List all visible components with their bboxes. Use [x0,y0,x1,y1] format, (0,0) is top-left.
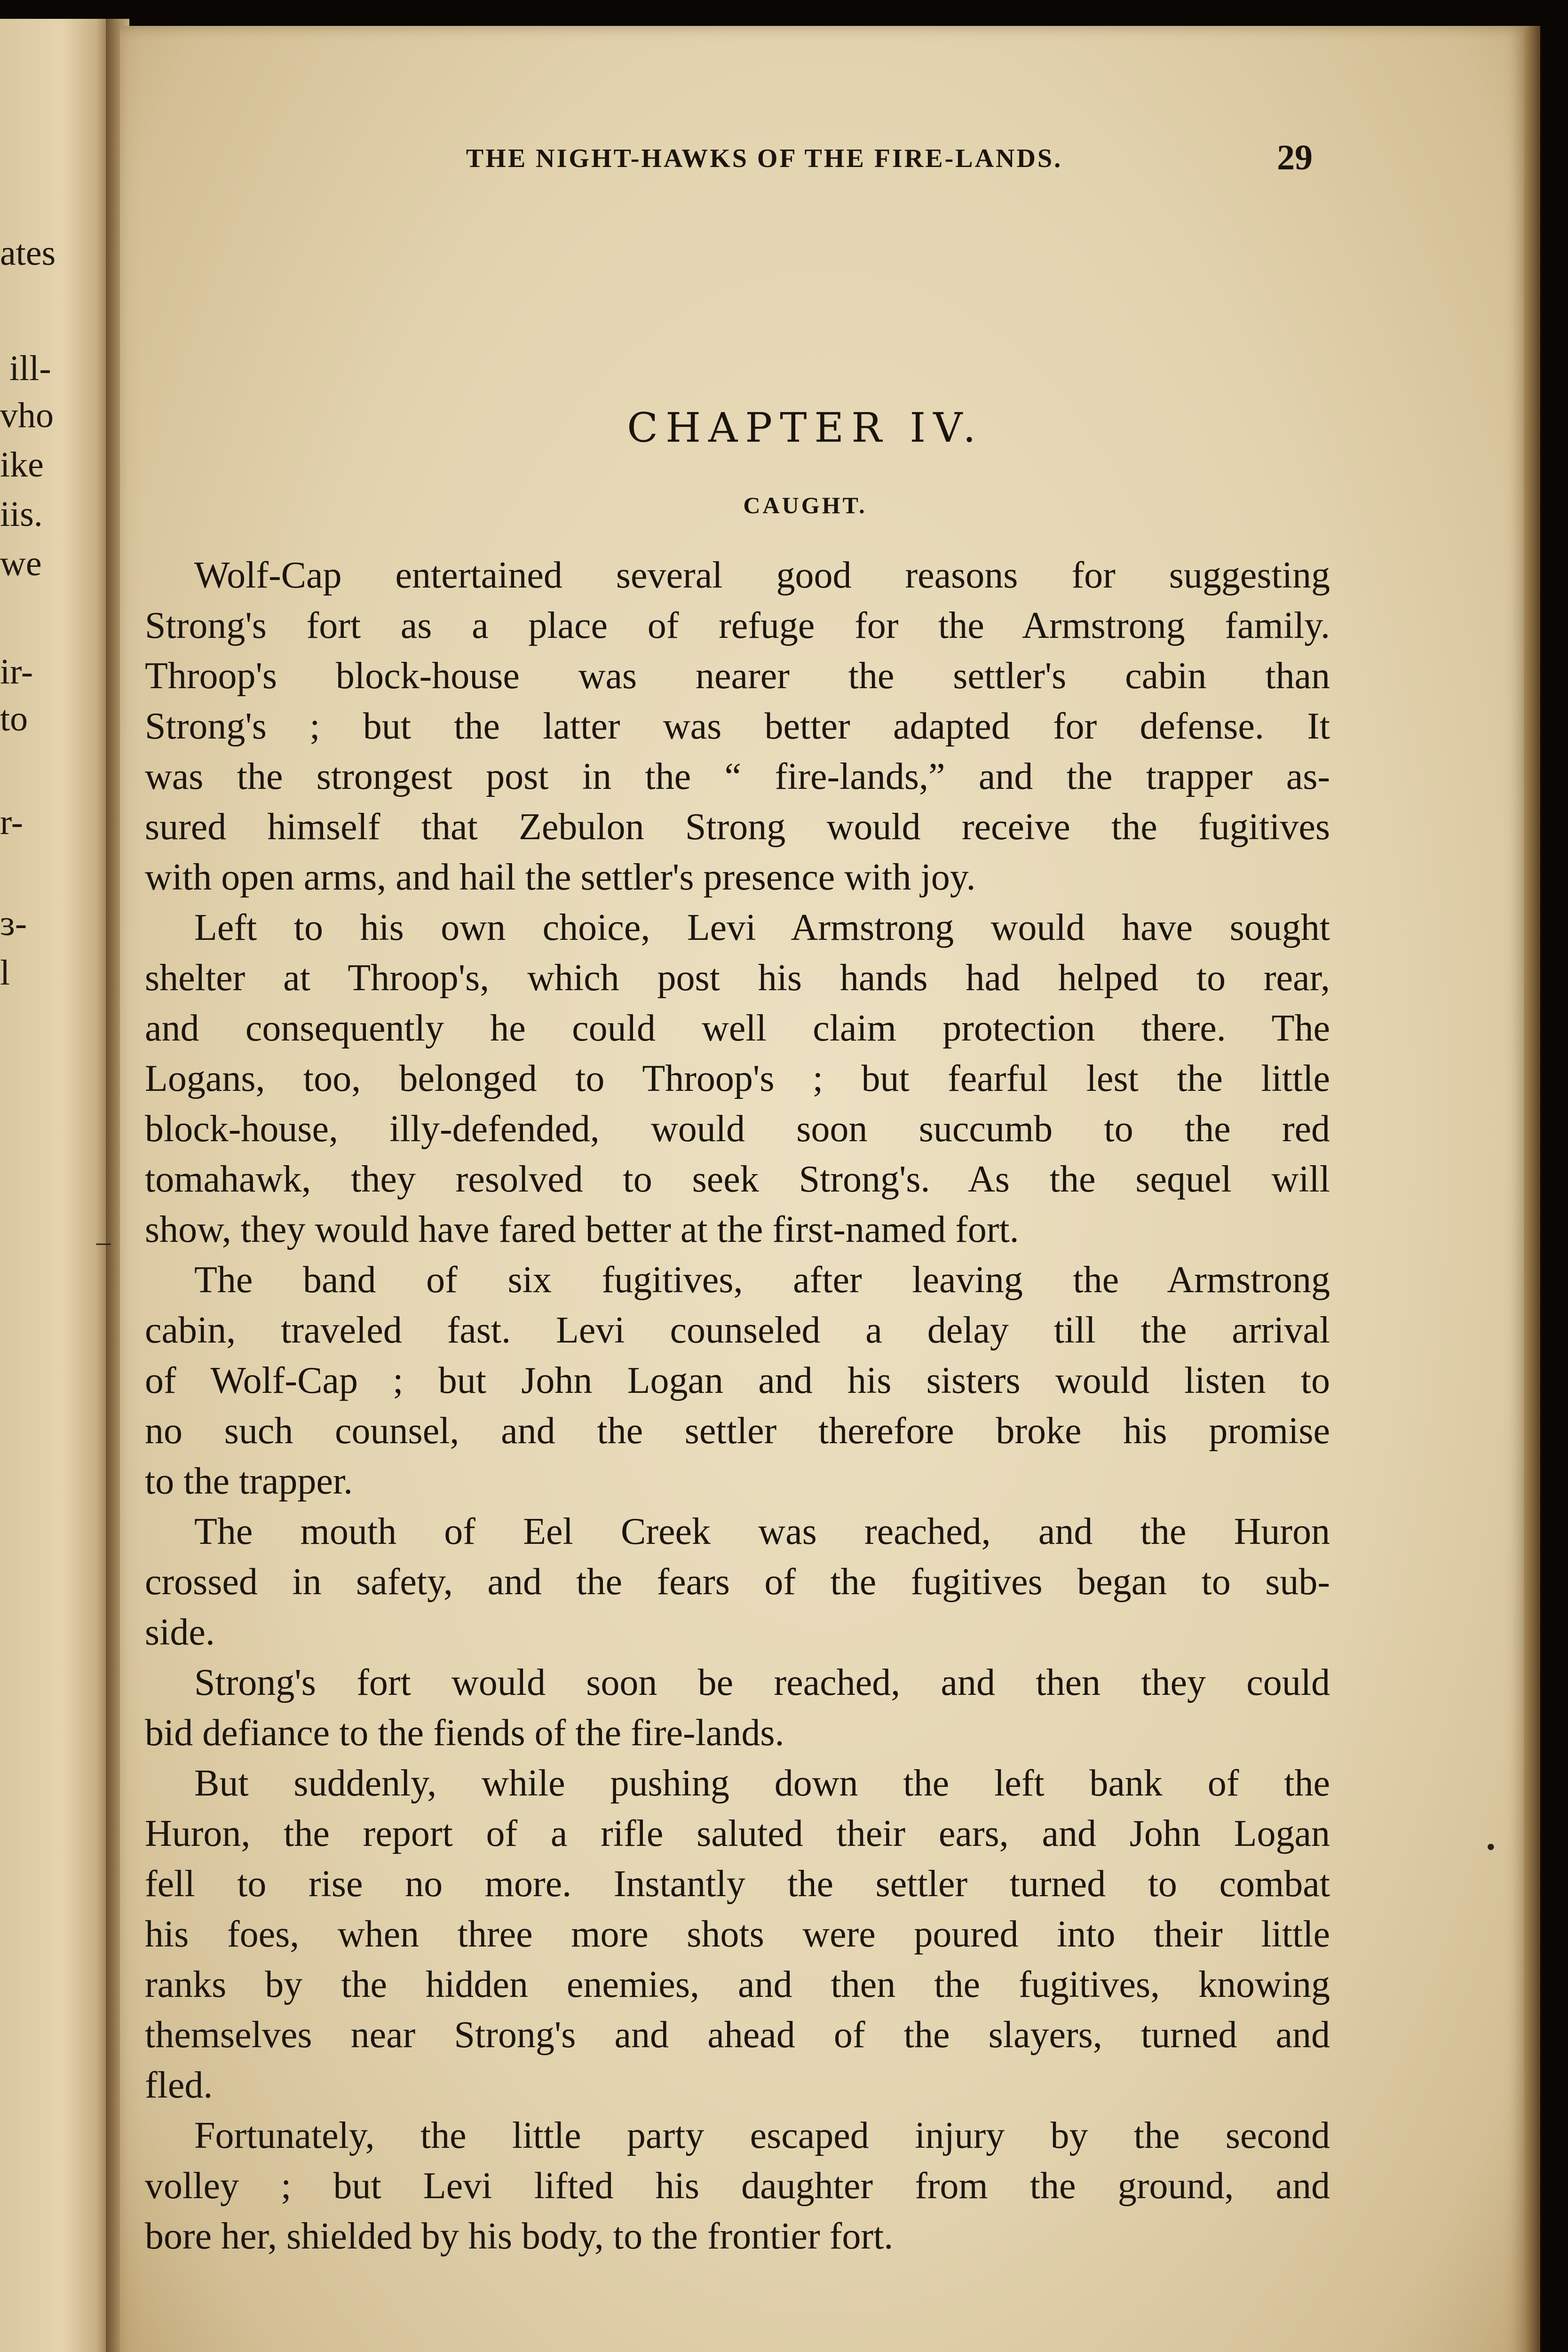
text-line: crossed in safety, and the fears of the fugitives began to sub- [145,1561,1330,1603]
text-line: Wolf-Cap entertained several good reasons for suggesting [194,555,1330,596]
facing-page-text: iis. [0,494,43,534]
text-line: block-house, illy-defended, would soon succumb to the red [145,1108,1330,1150]
text-line: no such counsel, and the settler therefore broke his promise [145,1410,1330,1452]
page-number: 29 [1277,138,1313,177]
margin-mark: ‒ [96,1226,111,1257]
chapter-subtitle: CAUGHT. [743,492,867,518]
text-line: to the trapper. [145,1461,353,1502]
facing-page-text: ir- [0,652,33,691]
text-line: Left to his own choice, Levi Armstrong would have sought [194,907,1330,948]
text-line: Huron, the report of a rifle saluted their ears, and John Logan [145,1813,1330,1854]
text-line: cabin, traveled fast. Levi counseled a delay till the arrival [145,1310,1330,1351]
text-line: But suddenly, while pushing down the left bank of the [194,1763,1330,1804]
text-line: bid defiance to the fiends of the fire-lands. [145,1712,784,1754]
body-text [145,550,1330,2262]
text-line: his foes, when three more shots were poured into their little [145,1914,1330,1955]
text-line: of Wolf-Cap ; but John Logan and his sisters would listen to [145,1360,1330,1401]
text-line: The mouth of Eel Creek was reached, and the Huron [194,1511,1330,1552]
facing-page-text: vho [0,396,54,435]
text-line: shelter at Throop's, which post his hands had helped to rear, [145,957,1330,999]
text-line: themselves near Strong's and ahead of the slayers, turned and [145,2014,1330,2056]
facing-page-text: to [0,699,28,739]
facing-page-fragment [0,19,113,2352]
margin-mark: • [1486,1833,1496,1862]
facing-page-text: we [0,544,42,583]
running-head: THE NIGHT-HAWKS OF THE FIRE-LANDS. [466,144,1063,173]
text-line: Fortunately, the little party escaped injury by the second [194,2115,1330,2156]
text-line: and consequently he could well claim protection there. The [145,1008,1330,1049]
text-line: Logans, too, belonged to Throop's ; but fearful lest the little [145,1058,1330,1099]
text-line: fled. [145,2065,213,2106]
chapter-title: CHAPTER IV. [627,405,983,452]
text-line: fell to rise no more. Instantly the settler turned to combat [145,1863,1330,1905]
text-line: ranks by the hidden enemies, and then the fugitives, knowing [145,1964,1330,2005]
text-line: show, they would have fared better at the first-named fort. [145,1209,1019,1250]
text-line: The band of six fugitives, after leaving the Armstrong [194,1259,1330,1301]
text-line: tomahawk, they resolved to seek Strong's. As the sequel will [145,1159,1330,1200]
text-line: sured himself that Zebulon Strong would receive the fugitives [145,806,1330,848]
facing-page-text: l [0,953,10,993]
text-line: with open arms, and hail the settler's presence with joy. [145,857,976,898]
text-line: bore her, shielded by his body, to the frontier fort. [145,2216,894,2257]
facing-page-text: ill- [9,349,51,388]
text-line: Strong's ; but the latter was better adapted for defense. It [145,706,1330,747]
text-line: side. [145,1612,215,1653]
facing-page-text: ates [0,233,56,273]
text-line: Strong's fort as a place of refuge for the Armstrong family. [145,605,1330,646]
facing-page-text: r- [0,803,24,842]
facing-page-text: ike [0,445,44,485]
text-line: Strong's fort would soon be reached, and then they could [194,1662,1330,1703]
facing-page-text: ɜ- [0,904,27,943]
text-line: Throop's block-house was nearer the settler's cabin than [145,655,1330,697]
text-line: was the strongest post in the “ fire-lands,” and the trapper as- [145,756,1330,797]
page-edge [1524,26,1540,2352]
text-line: volley ; but Levi lifted his daughter from the ground, and [145,2165,1330,2207]
